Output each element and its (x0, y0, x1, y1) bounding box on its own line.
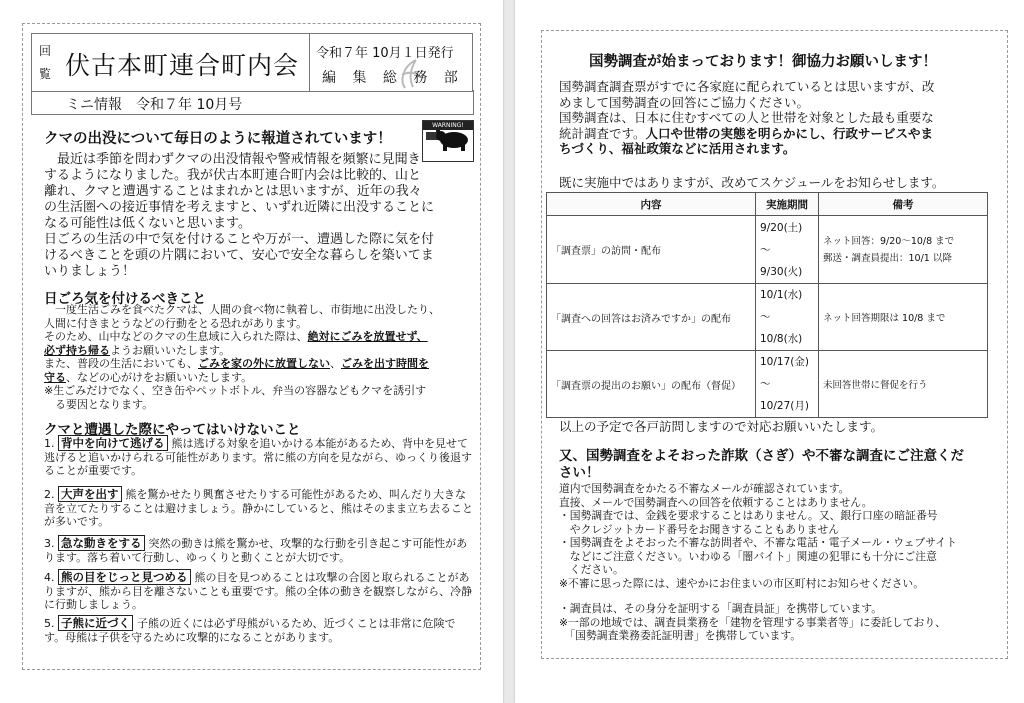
intro-line: するようになりました。我が伏古本町連合町内会は比較的、山と (44, 168, 422, 183)
newsletter-header (31, 33, 310, 92)
daily-note: ※生ごみだけでなく、空き缶やペットボトル、弁当の容器などもクマを誘引す (44, 384, 427, 397)
item-text: 子熊の近くには必ず母熊がいるため、近づくことは非常に危険です。母熊は子供を守るために攻撃的になることがあります。 (44, 617, 456, 644)
note-line: ネット回答期限は 10/8 まで (823, 313, 946, 324)
daily-emphasis: 必ず持ち帰る (44, 343, 110, 357)
daily-line: また、普段の生活においても、 (44, 357, 198, 370)
census-emphasis: 人口や世帯の実態を明らかにし、行政サービスやま (645, 125, 934, 141)
kairan-char-1: 回 (38, 44, 51, 58)
fraud-line: 道内で国勢調査をかたる不審なメールが確認されています。 (559, 482, 850, 495)
id-line: 「国勢調査業務委託証明書」を携帯しています。 (559, 629, 802, 642)
bear-intro (44, 152, 474, 280)
table-cell-period (756, 216, 819, 284)
period-start: 9/20(土) (760, 221, 803, 234)
daily-caution-text (44, 303, 479, 411)
encounter-heading: クマと遭遇した際にやってはいけないこと (44, 422, 301, 438)
daily-note: る要因となります。 (55, 397, 154, 411)
census-intro (559, 79, 1007, 157)
after-table-note: 以上の予定で各戸訪問しますので対応お願いいたします。 (559, 419, 884, 434)
issue-info (308, 33, 473, 92)
schedule-intro: 既に実施中ではありますが、改めてスケジュールをお知らせします。 (559, 175, 945, 190)
fraud-line: ・国勢調査では、金銭を要求することはありません。又、銀行口座の暗証番号 (559, 509, 938, 522)
schedule-table (546, 192, 988, 418)
item-text: 熊の目を見つめることは攻撃の合図と取られることがありますが、熊から目を離さないことも重要です。熊の全体の動きを観察しながら、冷静に行動しましょう。 (44, 571, 473, 611)
donts-item (44, 571, 474, 612)
census-emphasis: ちづくり、福祉政策などに活用されます。 (559, 141, 796, 156)
org-name: 伏古本町連合町内会 (65, 51, 300, 80)
kairan-char-2: 覧 (38, 67, 51, 81)
daily-emphasis: ごみを出す時間を (341, 357, 429, 370)
table-cell-content: 「調査票」の訪問・配布 (547, 216, 756, 284)
census-line: 国勢調査は、日本に住むすべての人と世帯を対象とした最も重要な (559, 110, 934, 125)
id-card-note (559, 602, 1007, 643)
item-number: 2. (44, 488, 55, 501)
fraud-heading-line: さい！ (559, 465, 600, 481)
census-line: 国勢調査調査票がすでに各家庭に配られているとは思いますが、改 (559, 79, 935, 94)
fraud-line: ※不審に思った際には、速やかにお住まいの市区町村にお知らせください。 (559, 576, 925, 590)
daily-emphasis: 守る (44, 370, 66, 384)
table-cell-note (819, 284, 988, 351)
donts-item (44, 617, 474, 644)
table-row (547, 284, 988, 351)
item-number: 5. (44, 617, 55, 630)
fraud-line: ・国勢調査をよそおった不審な訪問者や、不審な電話・電子メール・ウェブサイト (559, 536, 957, 549)
item-label: 子熊に近づく (58, 615, 133, 631)
daily-line: ようお願いいたします。 (110, 343, 231, 357)
donts-item (44, 437, 474, 478)
item-label: 大声を出す (58, 486, 122, 502)
item-label: 急な動きをする (58, 535, 145, 551)
table-cell-period (756, 351, 819, 418)
item-text: 突然の動きは熊を驚かせ、攻撃的な行動を引き起こす可能性があります。落ち着いて行動し、ゆっくりと動くことが大切です。 (44, 537, 468, 564)
fraud-warning-heading (559, 448, 1007, 482)
period-sep: ～ (760, 243, 771, 256)
table-cell-content: 「調査票の提出のお願い」の配布（督促） (547, 351, 756, 418)
intro-line: 離れ、クマと遭遇することはまれかとは思いますが、近年の我々 (44, 184, 422, 199)
column-header: 実施期間 (756, 193, 819, 216)
period-start: 10/17(金) (760, 356, 809, 368)
table-cell-period (756, 284, 819, 351)
left-page (0, 0, 503, 703)
note-line: 未回答世帯に督促を行う (823, 380, 928, 391)
intro-line: 最近は季節を問わずクマの出没情報や警戒情報を頻繁に見聞き (44, 152, 421, 167)
note-line: 郵送・調査員提出：10/1 以降 (823, 252, 952, 264)
item-text: 熊を驚かせたり興奮させたりする可能性があるため、叫んだり大きな音を立てたりすることは避けましょう。静かにしていると、熊はそのまま立ち去ることが多いです。 (44, 488, 473, 528)
fraud-line: やクレジットカード番号をお聞きすることもありません (559, 522, 840, 536)
fraud-warning-text (559, 482, 1007, 590)
item-number: 1. (44, 437, 55, 450)
intro-line: けるべきことを頭の片隅において、安心で安全な暮らしを築いてま (44, 248, 434, 263)
item-number: 3. (44, 537, 55, 550)
period-end: 10/27(月) (760, 400, 809, 412)
intro-line: 日ごろの生活の中で気を付けることや万が一、遭遇した際に気を付 (44, 232, 435, 247)
daily-line: 一度生活ごみを食べたクマは、人間の食べ物に執着し、市街地に出没したり、 (44, 303, 440, 316)
intro-line: なる可能性は低くないと思います。 (44, 216, 251, 231)
mini-info-bar (31, 90, 474, 115)
table-row (547, 351, 988, 418)
period-start: 10/1(水) (760, 289, 803, 301)
item-label: 熊の目をじっと見つめる (58, 569, 191, 585)
daily-line: 、 (330, 357, 341, 370)
right-page (515, 0, 1024, 703)
department: 編 集 総 務 部 (322, 70, 464, 86)
daily-emphasis: 絶対にごみを放置せず、 (307, 330, 428, 343)
bear-section-title: クマの出没について毎日のように報道されています！ (44, 131, 392, 147)
id-line: ・調査員は、その身分を証明する「調査員証」を携帯しています。 (559, 602, 883, 615)
fraud-heading-line: 又、国勢調査をよそおった詐欺（さぎ）や不審な調査にご注意くだ (559, 448, 964, 464)
id-line: ※一部の地域では、調査員業務を「建物を管理する事業者等」に委託しており、 (559, 615, 946, 629)
table-cell-content: 「調査への回答はお済みですか」の配布 (547, 284, 756, 351)
daily-caution-heading: 日ごろ気を付けるべきこと (44, 291, 206, 307)
kairan-label (37, 40, 53, 86)
table-header-row (547, 193, 988, 216)
item-number: 4. (44, 571, 55, 584)
daily-emphasis: ごみを家の外に放置しない (198, 357, 330, 370)
census-title: 国勢調査が始まっております！御協力お願いします！ (589, 54, 937, 70)
donts-item (44, 488, 474, 529)
issue-date: 令和７年 10月１日発行 (316, 46, 454, 61)
period-sep: ～ (760, 378, 771, 390)
census-line: めまして国勢調査の回答にご協力ください。 (559, 94, 810, 110)
warning-label: WARNING! (423, 121, 473, 130)
item-label: 背中を向けて逃げる (58, 435, 168, 451)
period-end: 10/8(水) (760, 333, 803, 345)
fraud-line: ください。 (559, 563, 624, 576)
note-line: ネット回答：9/20～10/8 まで (823, 235, 955, 247)
intro-line: の生活圏への接近事情を考えますと、いずれ近隣に出没することに (44, 200, 435, 215)
fraud-line: などにご注意ください。いわゆる「闇バイト」関連の犯罪にも十分にご注意 (559, 549, 937, 563)
census-line: 統計調査です。 (559, 125, 646, 141)
column-header: 内容 (547, 193, 756, 216)
table-cell-note (819, 216, 988, 284)
donts-item (44, 537, 474, 564)
table-row (547, 216, 988, 284)
mini-info: ミニ情報 令和７年 10月号 (66, 97, 243, 113)
daily-line: 、などの心がけをお願いいたします。 (66, 370, 253, 384)
fraud-line: 直接、メールで国勢調査への回答を依頼することはありません。 (559, 495, 873, 509)
daily-line: 人間に付きまとうなどの行動をとる恐れがあります。 (44, 316, 308, 330)
intro-line: いりましょう！ (44, 264, 136, 279)
table-cell-note (819, 351, 988, 418)
column-header: 備考 (819, 193, 988, 216)
period-end: 9/30(火) (760, 265, 803, 278)
daily-line: そのため、山中などのクマの生息域に入られた際は、 (44, 330, 308, 343)
period-sep: ～ (760, 311, 771, 323)
item-text: 熊は逃げる対象を追いかける本能があるため、背中を見せて逃げると追いかけられる可能性があります。常に熊の方向を見ながら、ゆっくり後退することが重要です。 (44, 437, 473, 477)
